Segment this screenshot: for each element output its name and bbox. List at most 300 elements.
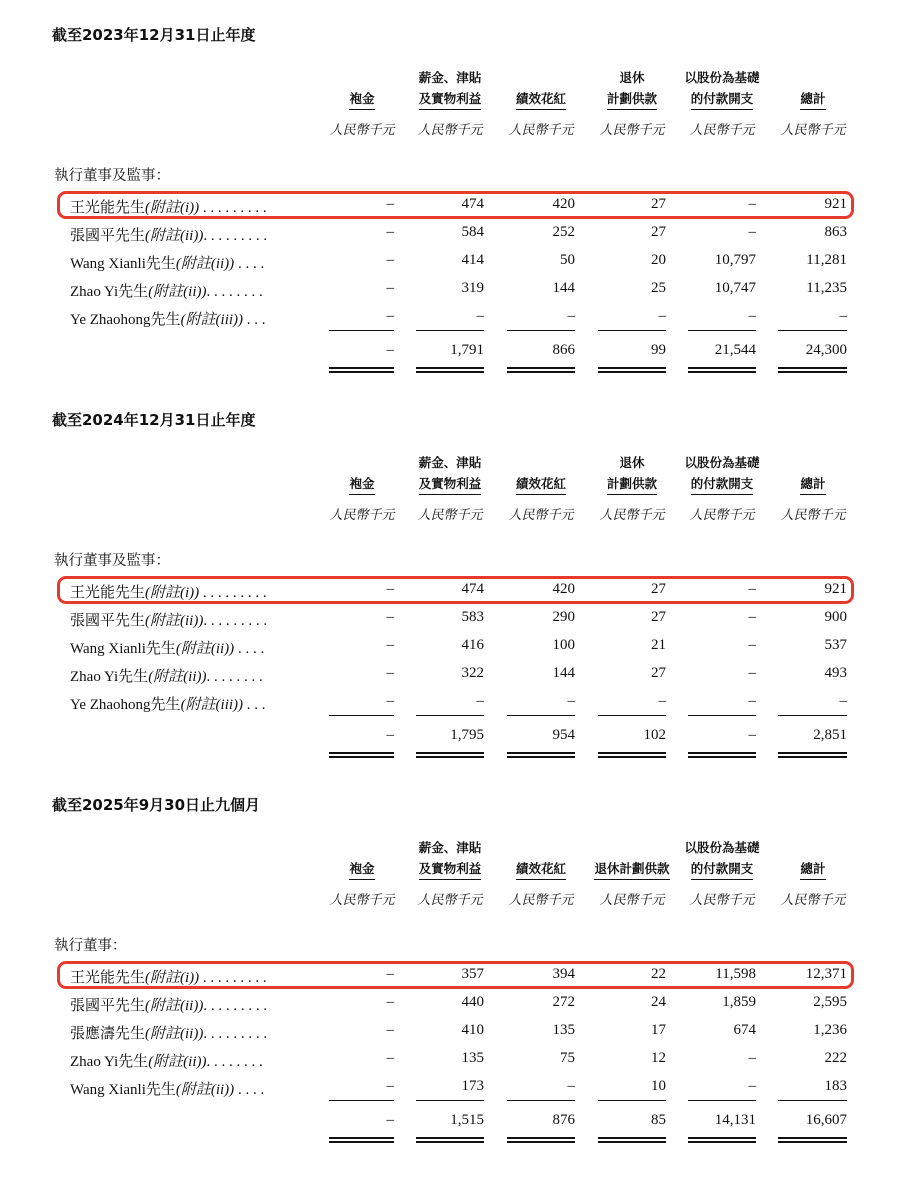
director-name: [70, 581, 267, 602]
column-header-text: 袍金: [349, 858, 374, 880]
director-name: [70, 1050, 263, 1071]
column-header-line: [763, 88, 863, 110]
subtotal-rule: [507, 330, 575, 331]
value-cell: 27: [651, 609, 666, 625]
note-ref: (附註(ii)): [175, 256, 235, 272]
value-cell: 863: [824, 224, 847, 240]
note-ref: (附註(i)): [145, 970, 200, 986]
total-cell: 876: [552, 1112, 575, 1128]
name-text: 張國平先生: [70, 228, 146, 244]
value-cell: 11,598: [715, 966, 756, 982]
value-cell: 2,595: [813, 994, 847, 1010]
total-double-rule: [778, 1137, 847, 1143]
value-cell: –: [386, 693, 394, 709]
column-header-line: [763, 473, 863, 495]
column-unit: 人民幣千元: [508, 122, 574, 137]
value-cell: 135: [552, 1022, 575, 1038]
totals-row: [0, 723, 900, 751]
column-unit: 人民幣千元: [599, 892, 665, 907]
total-cell: 102: [643, 727, 666, 743]
column-header: [400, 452, 500, 495]
value-cell: 222: [824, 1050, 847, 1066]
value-cell: –: [386, 966, 394, 982]
table-row: [0, 1018, 900, 1046]
column-header-line: [312, 858, 412, 880]
value-cell: 20: [651, 252, 666, 268]
total-cell: –: [386, 727, 394, 743]
value-cell: –: [567, 308, 575, 324]
section-title: 截至2023年12月31日止年度: [52, 26, 256, 44]
leader-dots: . . . . . . . . .: [203, 228, 268, 244]
value-cell: 921: [824, 581, 847, 597]
director-name: [70, 308, 266, 329]
table-row: [0, 1046, 900, 1074]
column-header-line: [400, 452, 500, 473]
value-cell: 414: [461, 252, 484, 268]
total-cell: 99: [651, 342, 666, 358]
total-double-rule: [598, 752, 666, 758]
column-header-text: 績效花紅: [516, 473, 566, 495]
column-header-line: [400, 858, 500, 880]
name-text: 王光能先生: [70, 970, 146, 986]
value-cell: 921: [824, 196, 847, 212]
column-header: [400, 837, 500, 880]
value-cell: 10,797: [714, 252, 756, 268]
column-header-text: 薪金、津貼: [418, 70, 482, 85]
value-cell: –: [748, 1050, 756, 1066]
value-cell: –: [748, 637, 756, 653]
value-cell: 27: [651, 224, 666, 240]
column-unit: 人民幣千元: [780, 507, 846, 522]
value-cell: 183: [824, 1078, 847, 1094]
value-cell: –: [386, 224, 394, 240]
column-header-line: [672, 858, 772, 880]
total-double-rule: [688, 752, 756, 758]
director-name: [70, 224, 267, 245]
total-double-rule: [507, 367, 575, 373]
column-unit: 人民幣千元: [329, 122, 395, 137]
value-cell: 357: [461, 966, 484, 982]
table-row: [0, 577, 900, 605]
column-header-line: [491, 473, 591, 495]
value-cell: –: [748, 308, 756, 324]
total-double-rule: [507, 1137, 575, 1143]
value-cell: 12: [651, 1050, 666, 1066]
leader-dots: . . . . . . . . .: [203, 1026, 268, 1042]
column-unit: 人民幣千元: [689, 507, 755, 522]
note-ref: (附註(iii)): [180, 697, 244, 713]
column-header-text: 以股份為基礎: [684, 840, 760, 855]
value-cell: –: [386, 308, 394, 324]
column-unit: 人民幣千元: [329, 892, 395, 907]
director-name: [70, 280, 263, 301]
value-cell: 322: [461, 665, 484, 681]
value-cell: 410: [461, 1022, 484, 1038]
value-cell: 272: [552, 994, 575, 1010]
leader-dots: . . . . . . . .: [206, 1054, 263, 1070]
note-ref: (附註(i)): [145, 200, 200, 216]
column-header-line: [582, 452, 682, 473]
column-unit: 人民幣千元: [599, 122, 665, 137]
column-header-line: [672, 67, 772, 88]
note-ref: (附註(ii)): [175, 641, 235, 657]
value-cell: –: [386, 609, 394, 625]
name-text: 張國平先生: [70, 613, 146, 629]
section-title: 截至2025年9月30日止九個月: [52, 796, 261, 814]
note-ref: (附註(ii)): [145, 613, 204, 629]
director-name: [70, 637, 264, 658]
value-cell: –: [748, 196, 756, 212]
leader-dots: . . .: [243, 312, 266, 328]
total-cell: 1,795: [450, 727, 484, 743]
column-header: [491, 473, 591, 495]
column-header-line: [400, 88, 500, 110]
leader-dots: . . . .: [234, 1082, 265, 1098]
value-cell: –: [658, 693, 666, 709]
table-row: [0, 605, 900, 633]
subtotal-rule: [416, 1100, 484, 1101]
subtotal-rule: [598, 715, 666, 716]
table-row: [0, 689, 900, 717]
name-text: Ye Zhaohong先生: [70, 312, 181, 328]
name-text: Wang Xianli先生: [70, 256, 176, 272]
section-title: 截至2024年12月31日止年度: [52, 411, 256, 429]
column-header-text: 薪金、津貼: [418, 840, 482, 855]
total-double-rule: [598, 367, 666, 373]
column-header: [763, 473, 863, 495]
total-cell: –: [748, 727, 756, 743]
value-cell: 27: [651, 665, 666, 681]
totals-row: [0, 1108, 900, 1136]
table-row: [0, 248, 900, 276]
column-header-line: [400, 473, 500, 495]
leader-dots: . . . . . . . . .: [199, 970, 267, 986]
director-name: [70, 609, 267, 630]
note-ref: (附註(i)): [145, 585, 200, 601]
subtotal-rule: [329, 715, 394, 716]
leader-dots: . . . . . . . . .: [203, 613, 268, 629]
subtotal-rule: [778, 1100, 847, 1101]
value-cell: –: [386, 1022, 394, 1038]
subtotal-rule: [329, 1100, 394, 1101]
column-header-line: [672, 473, 772, 495]
column-header-line: [582, 88, 682, 110]
value-cell: –: [386, 994, 394, 1010]
name-text: Zhao Yi先生: [70, 1054, 149, 1070]
value-cell: –: [476, 693, 484, 709]
subtotal-rule: [507, 715, 575, 716]
director-name: [70, 196, 267, 217]
value-cell: 21: [651, 637, 666, 653]
column-header-text: 的付款開支: [691, 858, 754, 880]
column-header: [582, 452, 682, 495]
value-cell: –: [386, 280, 394, 296]
column-unit: 人民幣千元: [780, 892, 846, 907]
column-header-text: 及實物利益: [419, 473, 482, 495]
column-header: [672, 452, 772, 495]
value-cell: 12,371: [805, 966, 847, 982]
value-cell: –: [748, 581, 756, 597]
total-cell: 866: [552, 342, 575, 358]
value-cell: –: [567, 693, 575, 709]
column-header-text: 的付款開支: [691, 88, 754, 110]
column-header-line: [400, 67, 500, 88]
column-header-text: 以股份為基礎: [684, 455, 760, 470]
value-cell: 420: [552, 196, 575, 212]
leader-dots: . . . . . . . .: [206, 669, 263, 685]
value-cell: 290: [552, 609, 575, 625]
name-text: Ye Zhaohong先生: [70, 697, 181, 713]
table-row: [0, 962, 900, 990]
total-double-rule: [598, 1137, 666, 1143]
column-header: [582, 67, 682, 110]
subtotal-rule: [778, 330, 847, 331]
leader-dots: . . . . . . . . .: [199, 200, 267, 216]
subtotal-rule: [598, 330, 666, 331]
column-header-text: 退休: [619, 70, 645, 85]
column-header: [672, 837, 772, 880]
value-cell: 584: [461, 224, 484, 240]
subtotal-rule: [416, 330, 484, 331]
director-name: [70, 1022, 267, 1043]
column-header-line: [582, 67, 682, 88]
director-name: [70, 1078, 264, 1099]
value-cell: –: [386, 665, 394, 681]
column-unit: 人民幣千元: [689, 122, 755, 137]
value-cell: –: [658, 308, 666, 324]
column-header-line: [491, 88, 591, 110]
value-cell: 319: [461, 280, 484, 296]
table-row: [0, 276, 900, 304]
director-name: [70, 665, 263, 686]
value-cell: 440: [461, 994, 484, 1010]
column-unit: 人民幣千元: [689, 892, 755, 907]
total-double-rule: [416, 367, 484, 373]
leader-dots: . . . .: [234, 641, 265, 657]
total-cell: 21,544: [714, 342, 756, 358]
value-cell: 10: [651, 1078, 666, 1094]
value-cell: –: [567, 1078, 575, 1094]
column-header-text: 袍金: [349, 88, 374, 110]
value-cell: 583: [461, 609, 484, 625]
value-cell: –: [748, 224, 756, 240]
table-section: [0, 385, 900, 775]
group-label: 執行董事及監事：: [54, 553, 170, 569]
column-header-line: [400, 837, 500, 858]
note-ref: (附註(ii)): [145, 1026, 204, 1042]
director-name: [70, 966, 267, 987]
table-section: [0, 0, 900, 390]
name-text: 張應濤先生: [70, 1026, 146, 1042]
value-cell: 394: [552, 966, 575, 982]
note-ref: (附註(iii)): [180, 312, 244, 328]
value-cell: –: [386, 196, 394, 212]
director-name: [70, 252, 264, 273]
leader-dots: . . . .: [234, 256, 265, 272]
column-header-text: 績效花紅: [516, 858, 566, 880]
table-row: [0, 633, 900, 661]
column-header-line: [491, 858, 591, 880]
total-double-rule: [416, 752, 484, 758]
subtotal-rule: [329, 330, 394, 331]
total-cell: 2,851: [813, 727, 847, 743]
column-header-text: 袍金: [349, 473, 374, 495]
column-unit: 人民幣千元: [508, 892, 574, 907]
value-cell: 17: [651, 1022, 666, 1038]
column-header: [582, 858, 682, 880]
value-cell: –: [386, 252, 394, 268]
total-double-rule: [688, 367, 756, 373]
leader-dots: . . . . . . . . .: [203, 998, 268, 1014]
column-header-text: 計劃供款: [607, 473, 657, 495]
subtotal-rule: [778, 715, 847, 716]
leader-dots: . . . . . . . .: [206, 284, 263, 300]
value-cell: 416: [461, 637, 484, 653]
subtotal-rule: [688, 1100, 756, 1101]
value-cell: 144: [552, 280, 575, 296]
value-cell: –: [386, 1050, 394, 1066]
column-header-text: 總計: [800, 473, 825, 495]
name-text: Zhao Yi先生: [70, 284, 149, 300]
column-unit: 人民幣千元: [417, 507, 483, 522]
value-cell: –: [386, 637, 394, 653]
subtotal-rule: [688, 715, 756, 716]
table-row: [0, 220, 900, 248]
group-label: 執行董事：: [54, 938, 127, 954]
note-ref: (附註(ii)): [145, 998, 204, 1014]
table-section: [0, 770, 900, 1160]
note-ref: (附註(ii)): [175, 1082, 235, 1098]
subtotal-rule: [598, 1100, 666, 1101]
note-ref: (附註(ii)): [148, 1054, 207, 1070]
column-header-text: 總計: [800, 858, 825, 880]
total-double-rule: [688, 1137, 756, 1143]
name-text: 王光能先生: [70, 585, 146, 601]
column-unit: 人民幣千元: [329, 507, 395, 522]
value-cell: –: [748, 1078, 756, 1094]
leader-dots: . . . . . . . . .: [199, 585, 267, 601]
total-cell: 24,300: [805, 342, 847, 358]
table-row: [0, 192, 900, 220]
value-cell: 27: [651, 196, 666, 212]
total-cell: 16,607: [805, 1112, 847, 1128]
value-cell: 10,747: [714, 280, 756, 296]
table-row: [0, 990, 900, 1018]
value-cell: 900: [824, 609, 847, 625]
value-cell: 100: [552, 637, 575, 653]
value-cell: 75: [560, 1050, 575, 1066]
column-header-line: [672, 837, 772, 858]
value-cell: 474: [461, 196, 484, 212]
leader-dots: . . .: [243, 697, 266, 713]
value-cell: 420: [552, 581, 575, 597]
value-cell: 493: [824, 665, 847, 681]
column-header-line: [312, 473, 412, 495]
column-unit: 人民幣千元: [780, 122, 846, 137]
value-cell: 173: [461, 1078, 484, 1094]
column-header: [491, 88, 591, 110]
value-cell: 144: [552, 665, 575, 681]
total-cell: 1,515: [450, 1112, 484, 1128]
total-double-rule: [416, 1137, 484, 1143]
column-header-line: [763, 858, 863, 880]
column-header: [763, 858, 863, 880]
value-cell: –: [748, 693, 756, 709]
table-row: [0, 1074, 900, 1102]
value-cell: –: [476, 308, 484, 324]
name-text: 王光能先生: [70, 200, 146, 216]
value-cell: –: [839, 693, 847, 709]
value-cell: 1,859: [722, 994, 756, 1010]
value-cell: 252: [552, 224, 575, 240]
value-cell: –: [748, 609, 756, 625]
total-double-rule: [329, 367, 394, 373]
value-cell: –: [386, 1078, 394, 1094]
column-header-text: 及實物利益: [419, 88, 482, 110]
value-cell: 135: [461, 1050, 484, 1066]
subtotal-rule: [507, 1100, 575, 1101]
column-header: [312, 858, 412, 880]
table-row: [0, 661, 900, 689]
column-header-text: 的付款開支: [691, 473, 754, 495]
column-header: [312, 88, 412, 110]
column-header: [491, 858, 591, 880]
value-cell: –: [386, 581, 394, 597]
column-header: [763, 88, 863, 110]
column-unit: 人民幣千元: [417, 122, 483, 137]
total-double-rule: [778, 752, 847, 758]
column-header-text: 退休計劃供款: [594, 858, 669, 880]
totals-row: [0, 338, 900, 366]
column-header: [312, 473, 412, 495]
director-name: [70, 994, 267, 1015]
column-header-text: 總計: [800, 88, 825, 110]
column-header-text: 績效花紅: [516, 88, 566, 110]
name-text: Zhao Yi先生: [70, 669, 149, 685]
total-cell: –: [386, 1112, 394, 1128]
value-cell: 25: [651, 280, 666, 296]
column-unit: 人民幣千元: [417, 892, 483, 907]
total-cell: –: [386, 342, 394, 358]
value-cell: 474: [461, 581, 484, 597]
total-double-rule: [329, 752, 394, 758]
value-cell: 11,281: [806, 252, 847, 268]
column-header: [672, 67, 772, 110]
name-text: Wang Xianli先生: [70, 1082, 176, 1098]
total-double-rule: [507, 752, 575, 758]
value-cell: 11,235: [806, 280, 847, 296]
value-cell: 22: [651, 966, 666, 982]
column-header-text: 及實物利益: [419, 858, 482, 880]
value-cell: 537: [824, 637, 847, 653]
column-header-text: 以股份為基礎: [684, 70, 760, 85]
note-ref: (附註(ii)): [145, 228, 204, 244]
subtotal-rule: [416, 715, 484, 716]
value-cell: –: [748, 665, 756, 681]
value-cell: 24: [651, 994, 666, 1010]
name-text: Wang Xianli先生: [70, 641, 176, 657]
column-header-text: 退休: [619, 455, 645, 470]
total-cell: 85: [651, 1112, 666, 1128]
group-label: 執行董事及監事：: [54, 168, 170, 184]
name-text: 張國平先生: [70, 998, 146, 1014]
director-name: [70, 693, 266, 714]
total-cell: 14,131: [714, 1112, 756, 1128]
table-row: [0, 304, 900, 332]
total-cell: 1,791: [450, 342, 484, 358]
column-header-line: [672, 88, 772, 110]
value-cell: 27: [651, 581, 666, 597]
